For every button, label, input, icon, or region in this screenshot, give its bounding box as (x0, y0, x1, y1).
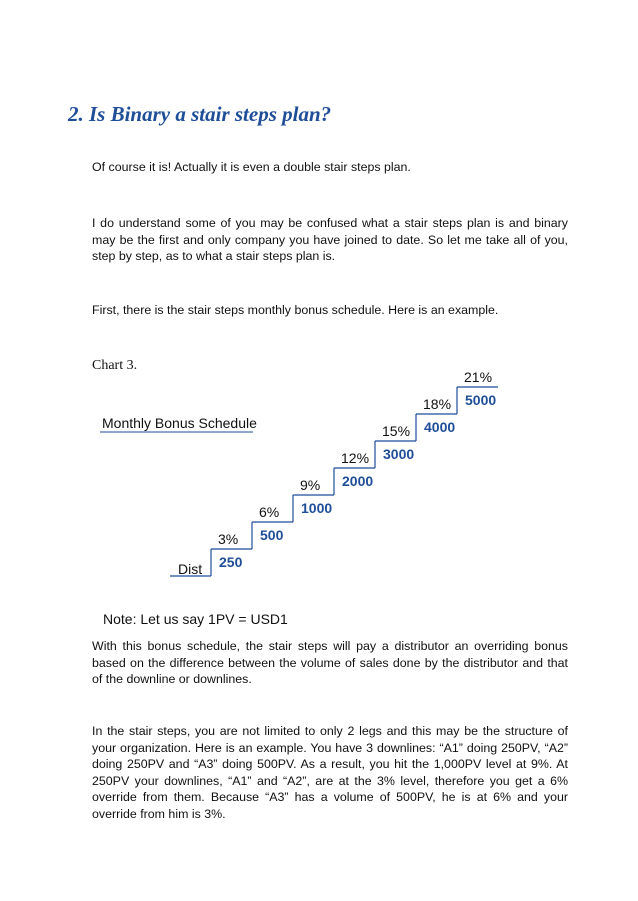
step-percent-label: 12% (341, 450, 370, 466)
step-percent-label: 15% (382, 423, 411, 439)
paragraph-bonus-explanation: With this bonus schedule, the stair steps will pay a distributor an overriding bonus based on the difference between the volume of sales done by the distributor and that of the downline or downlines. (92, 639, 568, 686)
paragraph-explanation: I do understand some of you may be confused what a stair steps plan is and binary may be the first and only company you have joined to date. So let me take all of you, step by step, as to what a stair steps plan is. (92, 216, 568, 263)
paragraph-example: In the stair steps, you are not limited to only 2 legs and this may be the structure of your organization. Here is an example. You have 3 downlines: “A1” doing 250PV, “A2” doing 250PV and “A3” doing 500PV. As a result, you hit the 1,000PV level at 9%. At 250PV your downlines, “A1” and “A2”, are at the 3% level, therefore you get a 6% override from them. Because “A3” has a volume of 500PV, he is at 6% and your override from him is 3%. (92, 724, 568, 821)
steps-group (170, 369, 498, 576)
step-volume-label: 250 (219, 554, 243, 570)
paragraph-schedule-intro: First, there is the stair steps monthly bonus schedule. Here is an example. (92, 303, 499, 317)
step-volume-label: 1000 (301, 500, 333, 516)
step-percent-label: 18% (423, 396, 452, 412)
step-volume-label: 3000 (383, 446, 415, 462)
step-percent-label: 6% (259, 504, 280, 520)
section-heading: 2. Is Binary a stair steps plan? (68, 102, 332, 126)
step-volume-label: 5000 (465, 392, 497, 408)
step-volume-label: 500 (260, 527, 284, 543)
chart-title: Monthly Bonus Schedule (102, 415, 257, 431)
step-percent-label: 3% (218, 531, 239, 547)
note-pv-usd: Note: Let us say 1PV = USD1 (103, 611, 288, 627)
step-volume-label: 4000 (424, 419, 456, 435)
step-percent-label: 21% (464, 369, 493, 385)
step-volume-label: 2000 (342, 473, 374, 489)
step-percent-label: 9% (300, 477, 321, 493)
dist-label: Dist (178, 561, 203, 577)
chart-label: Chart 3. (92, 358, 138, 373)
paragraph-intro: Of course it is! Actually it is even a double stair steps plan. (92, 160, 411, 174)
